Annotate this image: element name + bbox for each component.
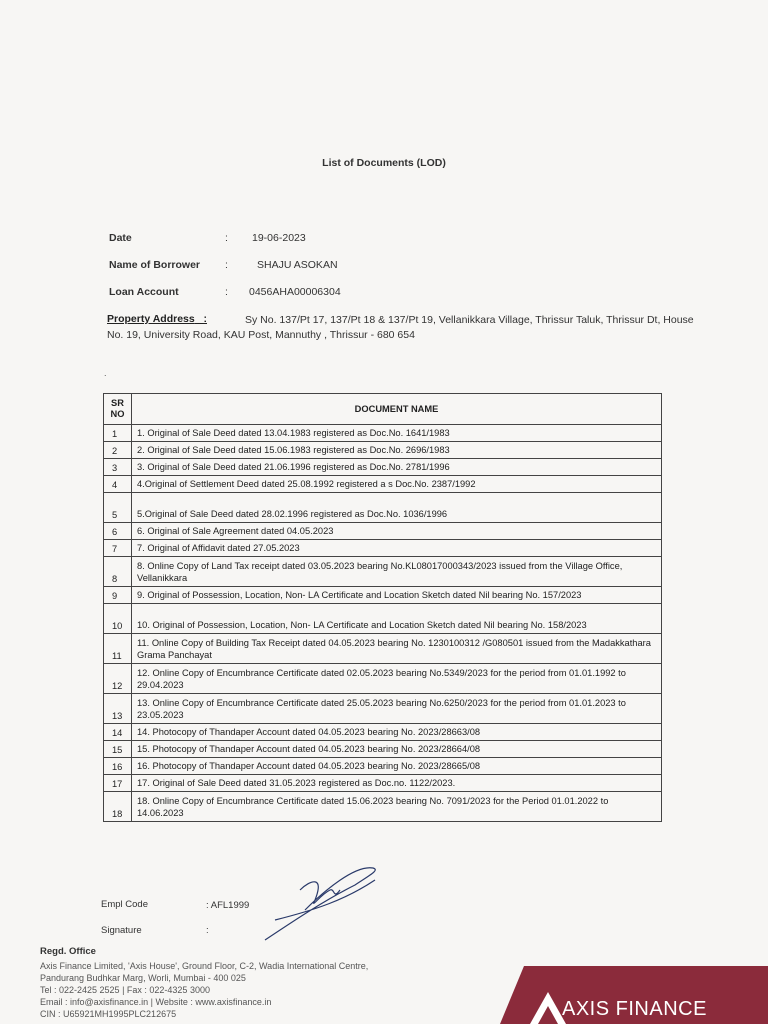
row-document-name: 6. Original of Sale Agreement dated 04.05.2023 — [132, 523, 662, 540]
row-document-name: 13. Online Copy of Encumbrance Certificate dated 25.05.2023 bearing No.6250/2023 for the period from 01.01.2023 to 23.05.2023 — [132, 694, 662, 724]
row-sr-no: 8 — [104, 557, 132, 587]
property-address-label-text: Property Address — [107, 313, 195, 325]
documents-table — [103, 393, 662, 822]
row-document-name: 2. Original of Sale Deed dated 15.06.1983 registered as Doc.No. 2696/1983 — [132, 442, 662, 459]
borrower-colon: : — [225, 259, 228, 271]
table-row — [104, 758, 662, 775]
row-document-name: 1. Original of Sale Deed dated 13.04.1983 registered as Doc.No. 1641/1983 — [132, 425, 662, 442]
table-row — [104, 540, 662, 557]
empl-code-label: Empl Code — [101, 899, 148, 910]
row-document-name: 7. Original of Affidavit dated 27.05.2023 — [132, 540, 662, 557]
footer-line: Email : info@axisfinance.in | Website : www.axisfinance.in — [40, 997, 272, 1007]
table-row — [104, 664, 662, 694]
loan-account-value: 0456AHA00006304 — [249, 286, 341, 298]
table-row — [104, 694, 662, 724]
row-document-name: 14. Photocopy of Thandaper Account dated 04.05.2023 bearing No. 2023/28663/08 — [132, 724, 662, 741]
row-sr-no: 9 — [104, 587, 132, 604]
table-row — [104, 775, 662, 792]
table-row — [104, 792, 662, 822]
row-document-name: 12. Online Copy of Encumbrance Certificate dated 02.05.2023 bearing No.5349/2023 for the period from 01.01.1992 to 29.04.2023 — [132, 664, 662, 694]
empl-code-value: : AFL1999 — [206, 900, 250, 911]
row-sr-no: 4 — [104, 476, 132, 493]
table-row — [104, 724, 662, 741]
property-address-colon: : — [203, 313, 207, 325]
row-sr-no: 3 — [104, 459, 132, 476]
handwritten-signature — [255, 860, 385, 945]
row-document-name: 10. Original of Possession, Location, Non- LA Certificate and Location Sketch dated Nil bearing No. 158/2023 — [132, 604, 662, 634]
dot-marker: . — [104, 368, 107, 378]
table-row — [104, 634, 662, 664]
footer-line: Axis Finance Limited, 'Axis House', Ground Floor, C-2, Wadia International Centre, — [40, 961, 369, 971]
row-document-name: 16. Photocopy of Thandaper Account dated 04.05.2023 bearing No. 2023/28665/08 — [132, 758, 662, 775]
row-sr-no: 5 — [104, 493, 132, 523]
table-header-row — [104, 394, 662, 425]
table-row — [104, 476, 662, 493]
header-sr-no: SR NO — [104, 394, 132, 425]
row-sr-no: 13 — [104, 694, 132, 724]
row-sr-no: 16 — [104, 758, 132, 775]
row-sr-no: 11 — [104, 634, 132, 664]
date-value: 19-06-2023 — [252, 232, 306, 244]
brand-name: AXIS FINANCE — [562, 998, 707, 1020]
footer-line: Tel : 022-2425 2525 | Fax : 022-4325 3000 — [40, 985, 210, 995]
row-document-name: 9. Original of Possession, Location, Non- LA Certificate and Location Sketch dated Nil bearing No. 157/2023 — [132, 587, 662, 604]
regd-office-heading: Regd. Office — [40, 946, 96, 957]
loan-account-colon: : — [225, 286, 228, 298]
row-document-name: 15. Photocopy of Thandaper Account dated 04.05.2023 bearing No. 2023/28664/08 — [132, 741, 662, 758]
table-row — [104, 425, 662, 442]
table-body — [104, 425, 662, 822]
loan-account-label: Loan Account — [109, 286, 179, 298]
row-sr-no: 6 — [104, 523, 132, 540]
signature-colon: : — [206, 925, 209, 936]
row-document-name: 3. Original of Sale Deed dated 21.06.1996 registered as Doc.No. 2781/1996 — [132, 459, 662, 476]
row-sr-no: 15 — [104, 741, 132, 758]
row-document-name: 18. Online Copy of Encumbrance Certificate dated 15.06.2023 bearing No. 7091/2023 for the Period 01.01.2022 to 14.06.2023 — [132, 792, 662, 822]
date-colon: : — [225, 232, 228, 244]
document-title: List of Documents (LOD) — [322, 157, 446, 169]
row-document-name: 8. Online Copy of Land Tax receipt dated 03.05.2023 bearing No.KL08017000343/2023 issued from the Village Office, Vellanikkara — [132, 557, 662, 587]
row-document-name: 11. Online Copy of Building Tax Receipt dated 04.05.2023 bearing No. 1230100312 /G080501 issued from the Madakkathara Grama Panchayat — [132, 634, 662, 664]
footer-line: CIN : U65921MH1995PLC212675 — [40, 1009, 177, 1019]
row-sr-no: 14 — [104, 724, 132, 741]
borrower-value: SHAJU ASOKAN — [257, 259, 338, 271]
table-row — [104, 604, 662, 634]
table-row — [104, 557, 662, 587]
table-row — [104, 442, 662, 459]
property-address-label — [107, 313, 207, 325]
row-document-name: 17. Original of Sale Deed dated 31.05.2023 registered as Doc.no. 1122/2023. — [132, 775, 662, 792]
row-sr-no: 1 — [104, 425, 132, 442]
row-sr-no: 18 — [104, 792, 132, 822]
row-sr-no: 17 — [104, 775, 132, 792]
table-row — [104, 741, 662, 758]
row-sr-no: 2 — [104, 442, 132, 459]
date-label: Date — [109, 232, 132, 244]
signature-label: Signature — [101, 925, 142, 936]
row-sr-no: 10 — [104, 604, 132, 634]
header-document-name: DOCUMENT NAME — [132, 394, 662, 425]
borrower-label: Name of Borrower — [109, 259, 201, 271]
table-row — [104, 493, 662, 523]
row-document-name: 4.Original of Settlement Deed dated 25.08.1992 registered a s Doc.No. 2387/1992 — [132, 476, 662, 493]
row-sr-no: 7 — [104, 540, 132, 557]
row-document-name: 5.Original of Sale Deed dated 28.02.1996 registered as Doc.No. 1036/1996 — [132, 493, 662, 523]
table-row — [104, 587, 662, 604]
footer-line: Pandurang Budhkar Marg, Worli, Mumbai - 400 025 — [40, 973, 246, 983]
table-row — [104, 523, 662, 540]
property-address-value: Sy No. 137/Pt 17, 137/Pt 18 & 137/Pt 19, Vellanikkara Village, Thrissur Taluk, Thrissur Dt, House No. 19, University Road, KAU Post, Mannuthy , Thrissur - 680 654 — [107, 314, 694, 341]
table-row — [104, 459, 662, 476]
row-sr-no: 12 — [104, 664, 132, 694]
